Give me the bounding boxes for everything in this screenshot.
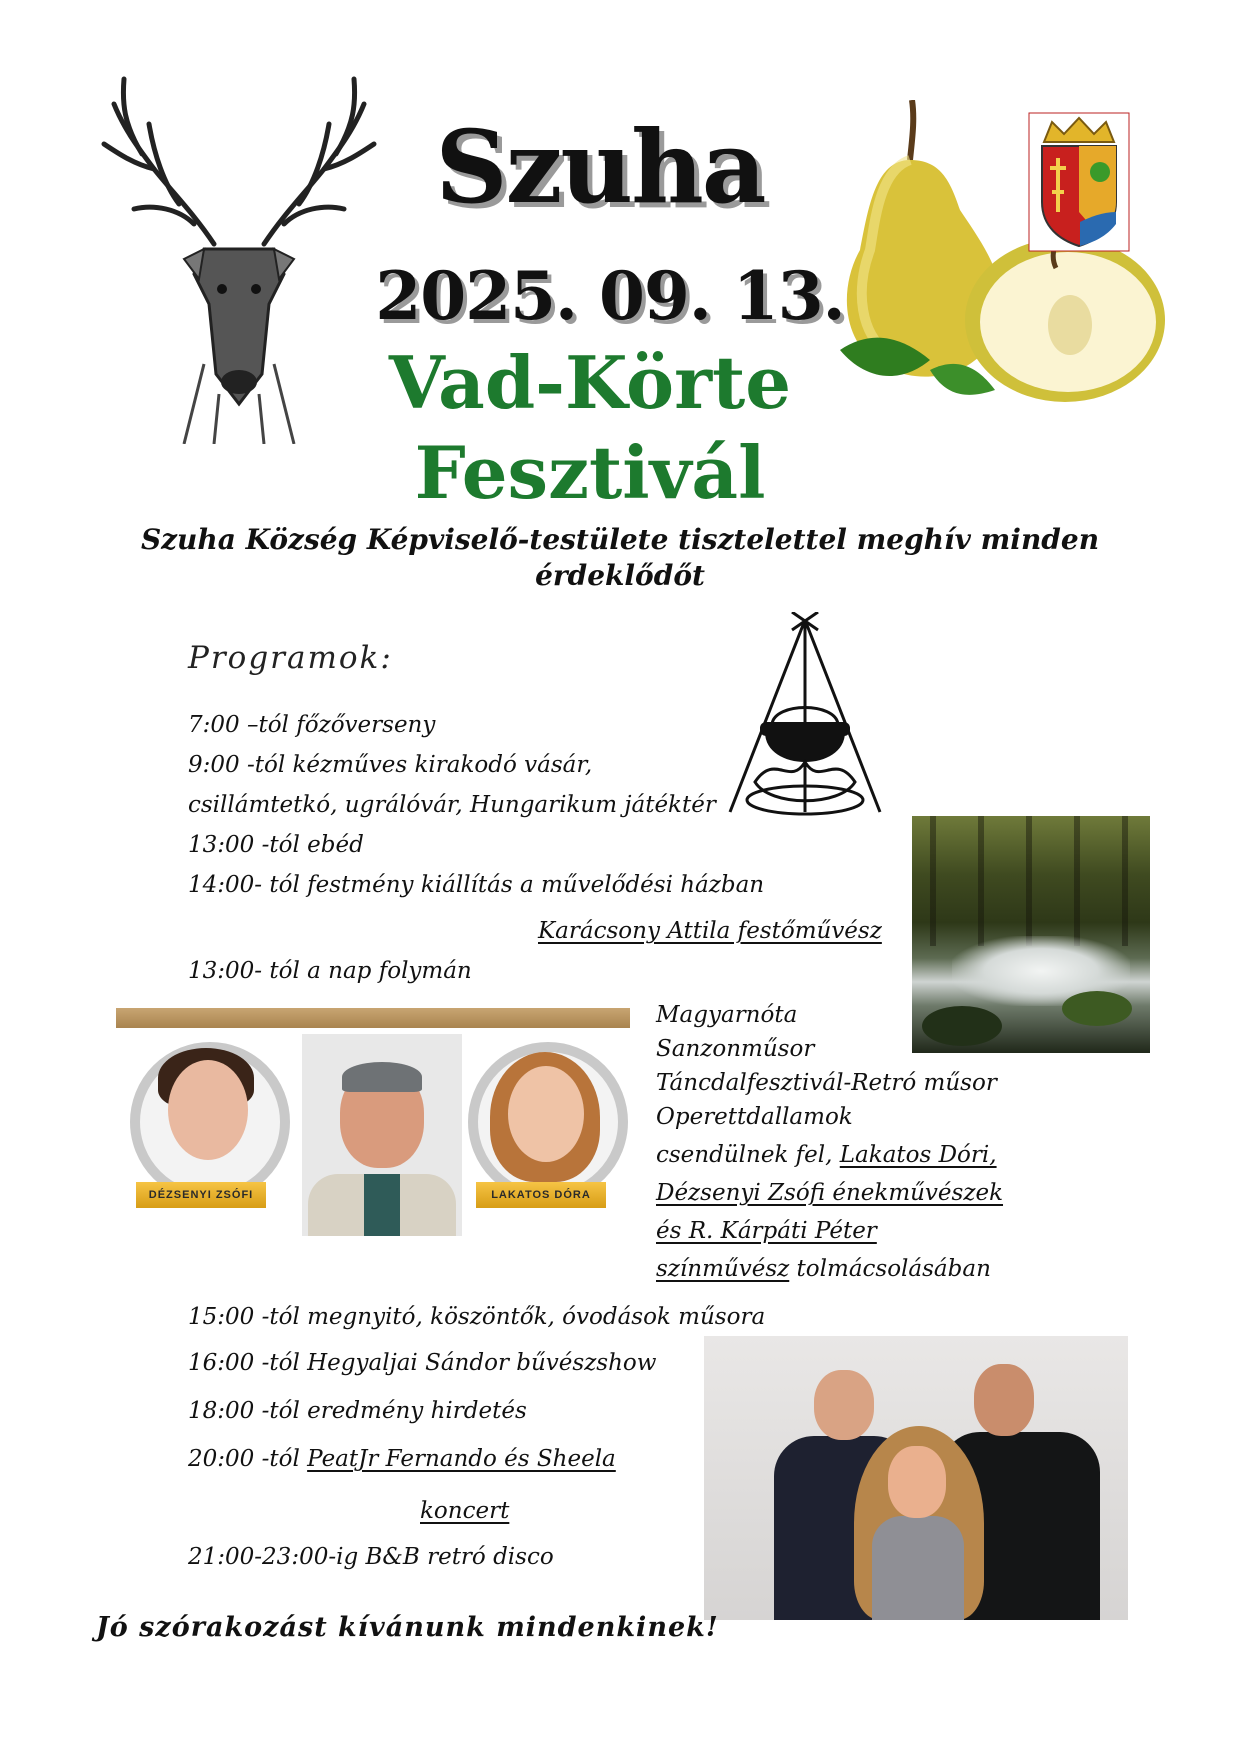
singer-name-banner: LAKATOS DÓRA	[476, 1182, 606, 1208]
performer-name: Dézsenyi Zsófi énekművészek	[656, 1180, 1004, 1206]
page-title: Szuha	[435, 108, 765, 226]
music-line: Sanzonműsor	[656, 1036, 815, 1062]
festival-name-line2: Fesztivál	[414, 430, 766, 515]
painter-name: Karácsony Attila festőművész	[538, 918, 882, 944]
band-member-face	[814, 1370, 874, 1440]
singer-name-banner: DÉZSENYI ZSÓFI	[136, 1182, 266, 1208]
schedule-item: 18:00 -tól eredmény hirdetés	[188, 1398, 527, 1424]
schedule-item	[188, 1446, 616, 1472]
closing-message: Jó szórakozást kívánunk mindenkinek!	[96, 1612, 719, 1643]
singers-photo	[116, 1008, 630, 1236]
schedule-time: 20:00 -tól	[188, 1446, 308, 1472]
actor-photo	[302, 1034, 462, 1236]
band-member-face	[974, 1364, 1034, 1436]
band-member-body	[872, 1516, 964, 1620]
music-line: Táncdalfesztivál-Retró műsor	[656, 1070, 997, 1096]
performer-name: Lakatos Dóri,	[839, 1142, 997, 1168]
painting-image	[912, 816, 1150, 1053]
performer-name: színművész	[656, 1256, 790, 1282]
singer-face	[168, 1060, 248, 1160]
actor-hair	[342, 1062, 422, 1092]
schedule-item: 13:00 -tól ebéd	[188, 832, 364, 858]
photo-wood-strip	[116, 1008, 630, 1028]
painting-trees	[912, 816, 1150, 946]
painting-rock	[922, 1006, 1002, 1046]
schedule-item: 14:00- tól festmény kiállítás a művelődési házban	[188, 872, 765, 898]
performer-name: és R. Kárpáti Péter	[656, 1218, 877, 1244]
invitation-text: Szuha Község Képviselő-testülete tisztelettel meghív minden érdeklődőt	[140, 523, 1100, 592]
schedule-item: 13:00- tól a nap folymán	[188, 958, 472, 984]
singer-face	[508, 1066, 584, 1162]
music-text: csendülnek fel,	[656, 1142, 840, 1168]
band-name: PeatJr Fernando és Sheela	[307, 1446, 616, 1472]
band-photo	[704, 1336, 1128, 1620]
schedule-item: 7:00 –tól főzőverseny	[188, 712, 436, 738]
schedule-item: 15:00 -tól megnyitó, köszöntők, óvodások műsora	[188, 1304, 766, 1330]
event-date: 2025. 09. 13.	[375, 257, 845, 335]
music-line: Operettdallamok	[656, 1104, 853, 1130]
coat-of-arms-icon	[1028, 112, 1130, 252]
music-line	[656, 1142, 997, 1168]
music-line	[656, 1256, 991, 1282]
band-member-face	[888, 1446, 946, 1518]
programs-heading: Programok:	[188, 640, 393, 676]
actor-shirt	[364, 1174, 400, 1236]
schedule-item: 9:00 -tól kézműves kirakodó vásár,	[188, 752, 593, 778]
cauldron-tripod-icon	[720, 612, 890, 822]
schedule-item: 21:00-23:00-ig B&B retró disco	[188, 1544, 554, 1570]
painting-rock	[1062, 991, 1132, 1026]
schedule-item: csillámtetkó, ugrálóvár, Hungarikum játéktér	[188, 792, 716, 818]
concert-label: koncert	[420, 1498, 510, 1524]
music-line: Magyarnóta	[656, 1002, 798, 1028]
music-text: tolmácsolásában	[789, 1256, 991, 1282]
festival-name-line1: Vad-Körte	[388, 340, 792, 425]
schedule-item: 16:00 -tól Hegyaljai Sándor bűvészshow	[188, 1350, 657, 1376]
